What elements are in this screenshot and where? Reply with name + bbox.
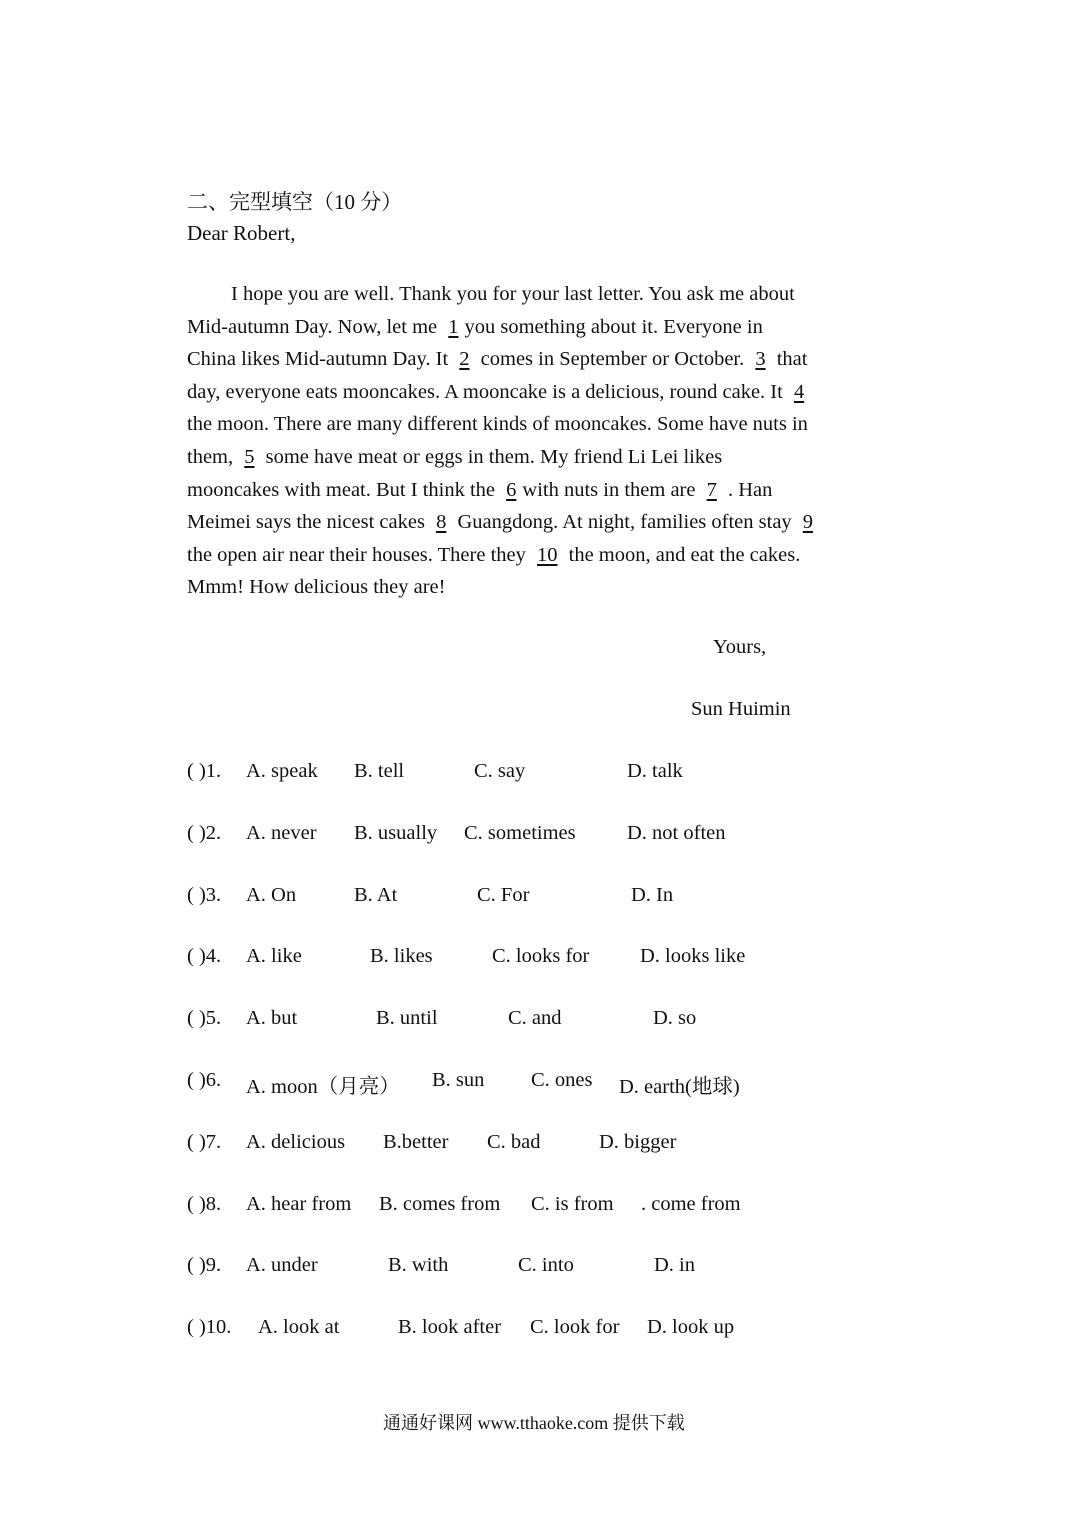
option-a: A. but xyxy=(246,1007,298,1030)
option-d: . come from xyxy=(641,1192,741,1215)
letter-line xyxy=(187,574,927,607)
option-b: B. until xyxy=(376,1007,438,1030)
letter-text: day, everyone eats mooncakes. A mooncake is a delicious, round cake. It xyxy=(187,380,788,403)
letter-line xyxy=(187,509,927,542)
question-number: ( )4. xyxy=(187,945,222,968)
question-number: ( )3. xyxy=(187,883,222,906)
option-b: B.better xyxy=(383,1130,449,1153)
option-c: C. For xyxy=(477,883,530,906)
blank-number: 10 xyxy=(537,543,558,566)
letter-line xyxy=(187,314,927,347)
letter-line xyxy=(187,444,927,477)
letter-text: the open air near their houses. There they xyxy=(187,543,532,566)
question-number: ( )8. xyxy=(187,1192,222,1215)
option-a: A. delicious xyxy=(246,1130,346,1153)
option-d: D. not often xyxy=(627,821,726,844)
letter-text: the moon. There are many different kinds of mooncakes. Some have nuts in xyxy=(187,413,808,436)
letter-line xyxy=(187,542,927,575)
option-b: B. comes from xyxy=(379,1192,501,1215)
option-b: B. with xyxy=(388,1254,449,1277)
option-a: A. never xyxy=(246,821,317,844)
blank-number: 2 xyxy=(459,348,470,371)
option-d: D. look up xyxy=(647,1316,735,1339)
question-number: ( )6. xyxy=(187,1068,222,1091)
option-c: C. into xyxy=(518,1254,574,1277)
option-d: D. In xyxy=(631,883,674,906)
option-d: D. bigger xyxy=(599,1130,677,1153)
option-a: A. hear from xyxy=(246,1192,352,1215)
option-c: C. and xyxy=(508,1007,562,1030)
letter-text: . Han xyxy=(722,478,773,501)
option-d: D. in xyxy=(654,1254,695,1277)
letter-text: with nuts in them are xyxy=(522,478,701,501)
letter-text: Meimei says the nicest cakes xyxy=(187,511,431,534)
option-c: C. bad xyxy=(487,1130,541,1153)
page-footer: 通通好课网 www.tthaoke.com 提供下载 xyxy=(383,1413,685,1433)
letter-text: some have meat or eggs in them. My friend Li Lei likes xyxy=(260,445,723,468)
letter-text: Mmm! How delicious they are! xyxy=(187,576,446,599)
option-b: B. usually xyxy=(354,821,438,844)
option-a: A. moon（月亮） xyxy=(246,1075,400,1098)
option-a: A. speak xyxy=(246,760,318,782)
blank-number: 9 xyxy=(802,511,814,534)
option-a: A. under xyxy=(246,1254,318,1277)
blank-number: 6 xyxy=(506,478,517,501)
blank-number: 8 xyxy=(436,511,447,534)
option-d: D. talk xyxy=(627,760,683,782)
letter-line xyxy=(187,346,927,379)
letter-text: Guangdong. At night, families often stay xyxy=(452,511,797,534)
option-c: C. say xyxy=(474,760,526,782)
option-d: D. earth(地球) xyxy=(619,1075,740,1098)
option-c: C. looks for xyxy=(492,945,590,968)
letter-text: Mid-autumn Day. Now, let me xyxy=(187,315,443,338)
option-c: C. is from xyxy=(531,1192,614,1215)
letter-line xyxy=(187,477,927,510)
letter-text: China likes Mid-autumn Day. It xyxy=(187,348,454,371)
letter-body xyxy=(187,281,927,607)
letter-text: comes in September or October. xyxy=(475,348,750,371)
blank-number: 4 xyxy=(793,380,805,403)
option-c: C. ones xyxy=(531,1068,593,1091)
letter-text: you something about it. Everyone in xyxy=(464,315,763,338)
option-d: D. looks like xyxy=(640,945,746,968)
option-c: C. sometimes xyxy=(464,821,576,844)
blank-number: 1 xyxy=(448,315,459,338)
letter-text: the moon, and eat the cakes. xyxy=(563,543,801,566)
option-b: B. likes xyxy=(370,945,433,968)
option-a: A. On xyxy=(246,883,297,906)
question-number: ( )10. xyxy=(187,1316,232,1339)
letter-text: that xyxy=(771,348,808,371)
letter-line xyxy=(187,281,927,314)
option-c: C. look for xyxy=(530,1316,620,1339)
letter-text: I hope you are well. Thank you for your last letter. You ask me about xyxy=(231,283,795,305)
option-a: A. look at xyxy=(258,1316,340,1339)
blank-number: 3 xyxy=(755,348,766,371)
letter-salutation: Dear Robert, xyxy=(187,221,296,245)
blank-number: 7 xyxy=(706,478,717,501)
blank-number: 5 xyxy=(244,445,255,468)
option-b: B. sun xyxy=(432,1068,485,1091)
option-b: B. look after xyxy=(398,1316,502,1339)
question-number: ( )1. xyxy=(187,760,222,782)
question-number: ( )9. xyxy=(187,1254,222,1277)
letter-text: them, xyxy=(187,445,239,468)
option-b: B. At xyxy=(354,883,398,906)
letter-line xyxy=(187,379,927,412)
section-title: 二、完型填空（10 分） xyxy=(187,190,403,214)
question-number: ( )7. xyxy=(187,1130,222,1153)
option-b: B. tell xyxy=(354,760,405,782)
letter-closing: Yours, xyxy=(713,636,767,658)
question-number: ( )5. xyxy=(187,1007,222,1030)
letter-line xyxy=(187,411,927,444)
letter-signature: Sun Huimin xyxy=(691,698,791,720)
question-number: ( )2. xyxy=(187,821,222,844)
letter-text: mooncakes with meat. But I think the xyxy=(187,478,501,501)
option-d: D. so xyxy=(653,1007,697,1030)
option-a: A. like xyxy=(246,945,302,968)
